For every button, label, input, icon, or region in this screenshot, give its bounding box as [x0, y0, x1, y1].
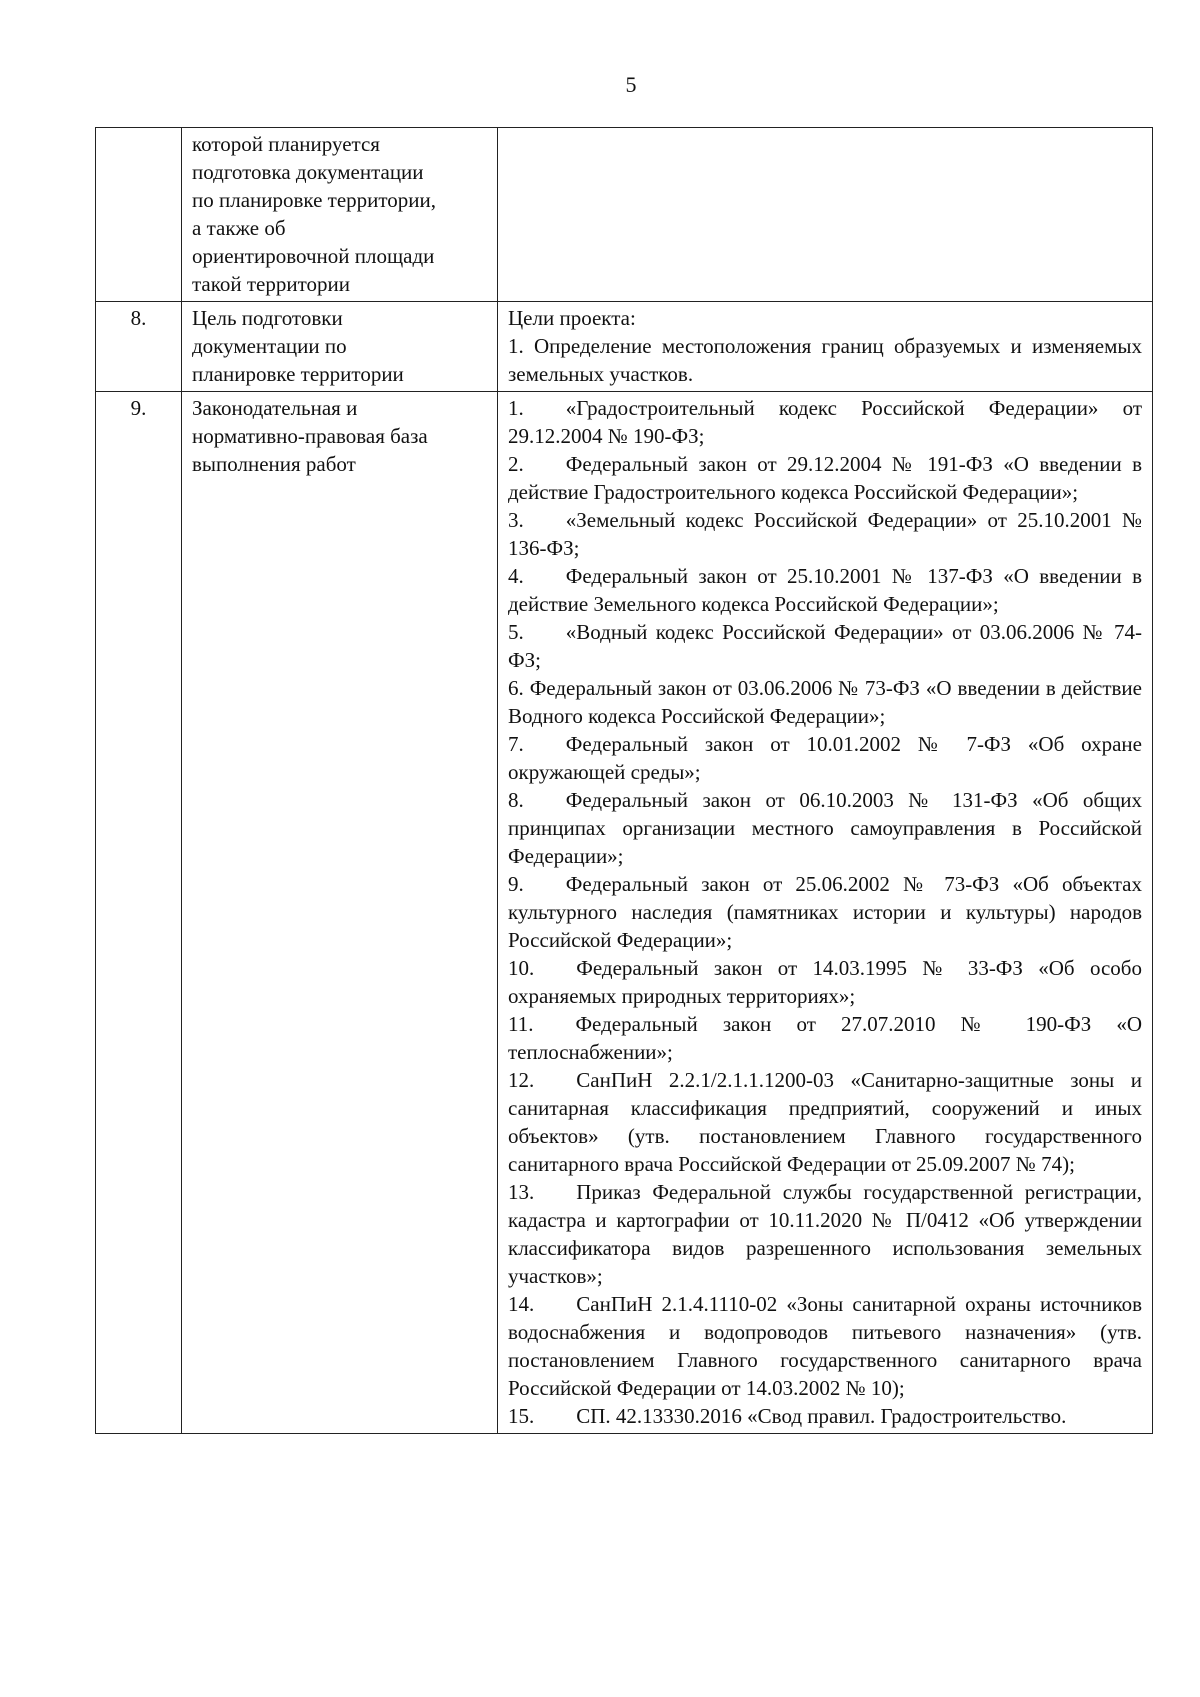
- list-item: 12. СанПиН 2.2.1/2.1.1.1200-03 «Санитарно-защитные зоны и санитарная классификация предприятий, сооружений и иных объектов» (утв. постановлением Главного государственного санитарного врача Российской Федерации от 25.09.2007 № 74);: [508, 1068, 1142, 1176]
- row-description: [182, 302, 498, 392]
- description-line: документации по: [192, 334, 347, 358]
- page-number: 5: [625, 72, 637, 97]
- list-item: 5. «Водный кодекс Российской Федерации» от 03.06.2006 № 74-ФЗ;: [508, 620, 1142, 672]
- list-item: 9. Федеральный закон от 25.06.2002 № 73-ФЗ «Об объектах культурного наследия (памятниках истории и культуры) народов Российской Федерации»;: [508, 872, 1142, 952]
- list-item: 6. Федеральный закон от 03.06.2006 № 73-ФЗ «О введении в действие Водного кодекса Российской Федерации»;: [508, 676, 1142, 728]
- row-description: [182, 128, 498, 302]
- description-line: по планировке территории,: [192, 188, 437, 212]
- description-line: которой планируется: [192, 132, 380, 156]
- description-line: такой территории: [192, 272, 350, 296]
- description-line: Цель подготовки: [192, 306, 343, 330]
- table-row: [96, 128, 1153, 302]
- list-item: 7. Федеральный закон от 10.01.2002 № 7-ФЗ «Об охране окружающей среды»;: [508, 732, 1142, 784]
- description-line: ориентировочной площади: [192, 244, 435, 268]
- list-item: 2. Федеральный закон от 29.12.2004 № 191-ФЗ «О введении в действие Градостроительного кодекса Российской Федерации»;: [508, 452, 1142, 504]
- list-item: 3. «Земельный кодекс Российской Федерации» от 25.10.2001 № 136-ФЗ;: [508, 508, 1142, 560]
- list-item: 8. Федеральный закон от 06.10.2003 № 131-ФЗ «Об общих принципах организации местного самоуправления в Российской Федерации»;: [508, 788, 1142, 868]
- row-number: 8.: [96, 302, 182, 392]
- list-item: 11. Федеральный закон от 27.07.2010 № 190-ФЗ «О теплоснабжении»;: [508, 1012, 1142, 1064]
- description-line: подготовка документации: [192, 160, 424, 184]
- description-line: Законодательная и: [192, 396, 358, 420]
- list-item: 1. Определение местоположения границ образуемых и изменяемых земельных участков.: [508, 334, 1142, 386]
- row-content: [498, 392, 1153, 1434]
- description-line: планировке территории: [192, 362, 404, 386]
- content-intro: Цели проекта:: [508, 306, 636, 330]
- list-item: 13. Приказ Федеральной службы государственной регистрации, кадастра и картографии от 10.11.2020 № П/0412 «Об утверждении классификатора видов разрешенного использования земельных участков»;: [508, 1180, 1142, 1288]
- list-item: 4. Федеральный закон от 25.10.2001 № 137-ФЗ «О введении в действие Земельного кодекса Российской Федерации»;: [508, 564, 1142, 616]
- description-line: а также об: [192, 216, 286, 240]
- row-content: [498, 128, 1153, 302]
- list-item: 14. СанПиН 2.1.4.1110-02 «Зоны санитарной охраны источников водоснабжения и водопроводов питьевого назначения» (утв. постановлением Главного государственного санитарного врача Российской Федерации от 14.03.2002 № 10);: [508, 1292, 1142, 1400]
- row-content: [498, 302, 1153, 392]
- row-number: 9.: [96, 392, 182, 1434]
- table-row: [96, 392, 1153, 1434]
- description-line: выполнения работ: [192, 452, 356, 476]
- list-item: 10. Федеральный закон от 14.03.1995 № 33-ФЗ «Об особо охраняемых природных территориях»;: [508, 956, 1142, 1008]
- row-number: [96, 128, 182, 302]
- table-row: [96, 302, 1153, 392]
- description-line: нормативно-правовая база: [192, 424, 428, 448]
- list-item: 15. СП. 42.13330.2016 «Свод правил. Градостроительство.: [508, 1404, 1067, 1428]
- list-item: 1. «Градостроительный кодекс Российской Федерации» от 29.12.2004 № 190-ФЗ;: [508, 396, 1142, 448]
- row-description: [182, 392, 498, 1434]
- requirements-table: [95, 127, 1153, 1434]
